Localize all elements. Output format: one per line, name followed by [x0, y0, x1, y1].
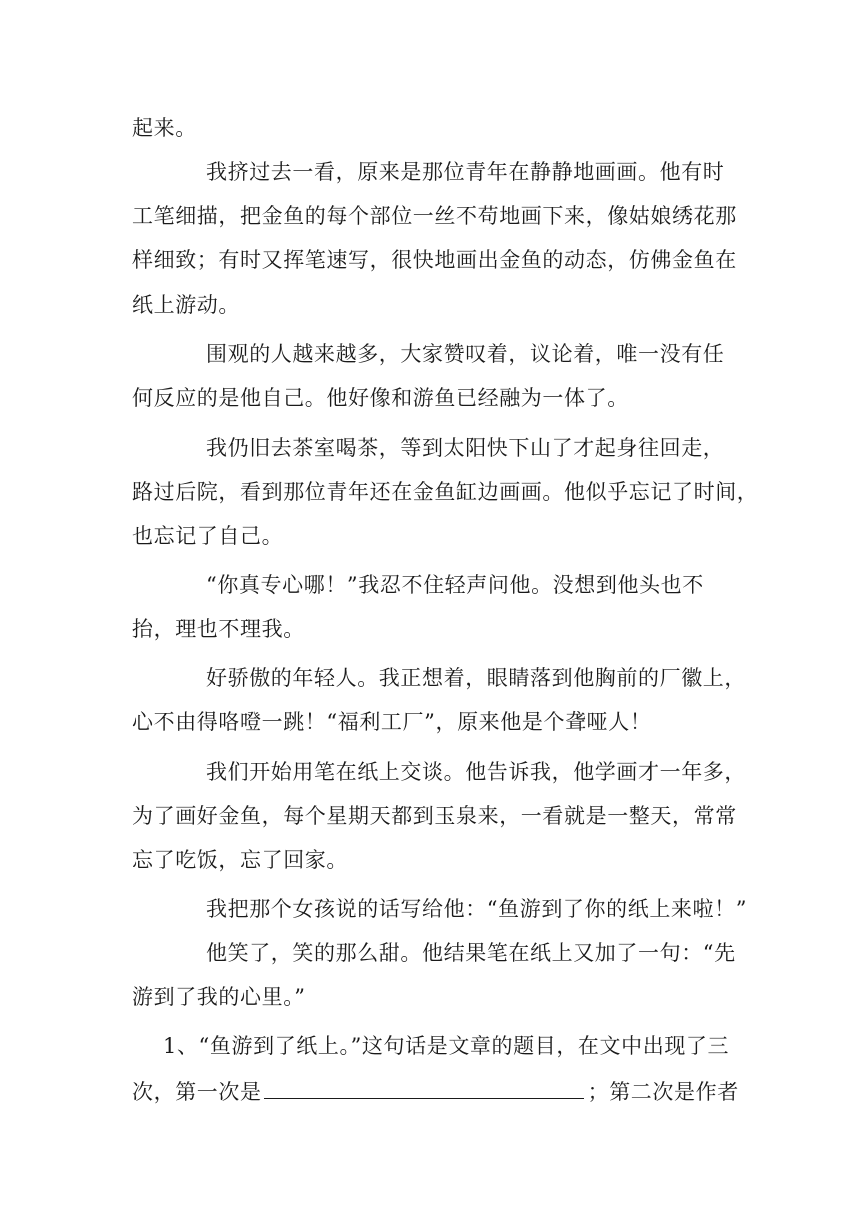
question-line: [132, 1074, 739, 1106]
text-line: 样细致；有时又挥笔速写，很快地画出金鱼的动态，仿佛金鱼在: [132, 248, 737, 272]
text-line: 我挤过去一看，原来是那位青年在静静地画画。他有时: [206, 160, 725, 184]
text-line: 我把那个女孩说的话写给他：“鱼游到了你的纸上来啦！”: [206, 897, 748, 921]
text-line: 路过后院，看到那位青年还在金鱼缸边画画。他似乎忘记了时间，: [132, 480, 759, 504]
answer-blank[interactable]: [264, 1074, 584, 1099]
text-line: 起来。: [132, 116, 197, 140]
text-line: 游到了我的心里。”: [132, 985, 306, 1009]
text-line: 抬，理也不理我。: [132, 617, 305, 641]
text-line: 好骄傲的年轻人。我正想着，眼睛落到他胸前的厂徽上，: [206, 666, 746, 690]
text-line: 何反应的是他自己。他好像和游鱼已经融为一体了。: [132, 386, 629, 410]
text-line: 围观的人越来越多，大家赞叹着，议论着，唯一没有任: [206, 342, 725, 366]
question-text: 次，第一次是: [132, 1080, 262, 1104]
text-line: “你真专心哪！”我忍不住轻声问他。没想到他头也不: [206, 573, 704, 597]
text-line: 也忘记了自己。: [132, 524, 284, 548]
text-line: 纸上游动。: [132, 293, 240, 317]
question-line: 1、“鱼游到了纸上。”这句话是文章的题目，在文中出现了三: [163, 1034, 730, 1058]
question-text: ；第二次是作者: [587, 1080, 739, 1104]
text-line: 工笔细描，把金鱼的每个部位一丝不苟地画下来，像姑娘绣花那: [132, 204, 737, 228]
text-line: 为了画好金鱼，每个星期天都到玉泉来，一看就是一整天，常常: [132, 804, 737, 828]
text-line: 我们开始用笔在纸上交谈。他告诉我，他学画才一年多，: [206, 760, 746, 784]
text-line: 我仍旧去茶室喝茶，等到太阳快下山了才起身往回走，: [206, 436, 725, 460]
text-line: 他笑了，笑的那么甜。他结果笔在纸上又加了一句：“先: [206, 941, 736, 965]
text-line: 忘了吃饭，忘了回家。: [132, 848, 348, 872]
text-line: 心不由得咯噔一跳！“福利工厂”，原来他是个聋哑人！: [132, 710, 652, 734]
